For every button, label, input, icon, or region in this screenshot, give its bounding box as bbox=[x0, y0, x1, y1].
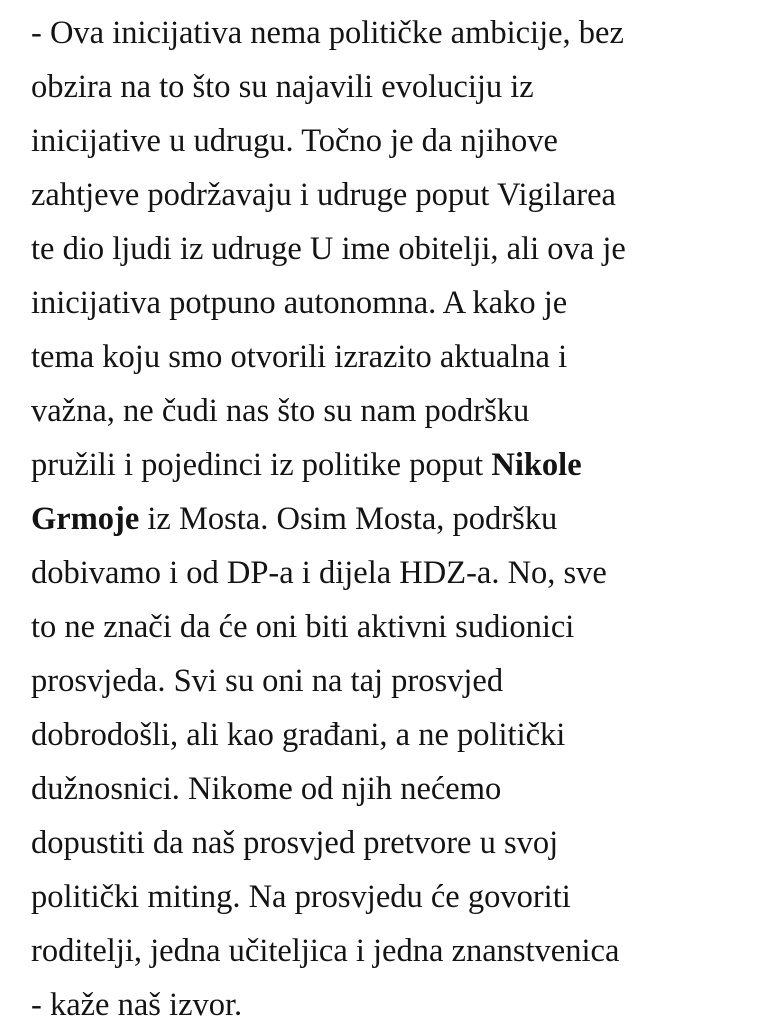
text-line bbox=[31, 60, 751, 114]
text-line bbox=[31, 276, 751, 330]
text-run: inicijative u udrugu. Točno je da njihove bbox=[31, 123, 558, 159]
text-line bbox=[31, 600, 751, 654]
text-run: inicijativa potpuno autonomna. A kako je bbox=[31, 285, 568, 321]
text-line bbox=[31, 222, 751, 276]
text-line bbox=[31, 924, 751, 978]
text-run: dobivamo i od DP-a i dijela HDZ-a. No, sve bbox=[31, 555, 607, 591]
text-run: dobrodošli, ali kao građani, a ne politički bbox=[31, 717, 566, 753]
text-run: pružili i pojedinci iz politike poput bbox=[31, 447, 492, 483]
text-run: dužnosnici. Nikome od njih nećemo bbox=[31, 771, 502, 807]
text-run: iz Mosta. Osim Mosta, podršku bbox=[139, 501, 558, 537]
bold-name: Grmoje bbox=[31, 501, 140, 537]
text-line bbox=[31, 384, 751, 438]
text-run: roditelji, jedna učiteljica i jedna znanstvenica bbox=[31, 933, 620, 969]
text-line bbox=[31, 870, 751, 924]
text-run: te dio ljudi iz udruge U ime obitelji, ali ova je bbox=[31, 231, 626, 267]
text-run: tema koju smo otvorili izrazito aktualna i bbox=[31, 339, 568, 375]
text-run: prosvjeda. Svi su oni na taj prosvjed bbox=[31, 663, 504, 699]
text-run: obzira na to što su najavili evoluciju iz bbox=[31, 69, 534, 105]
text-line bbox=[31, 762, 751, 816]
text-line bbox=[31, 708, 751, 762]
text-run: važna, ne čudi nas što su nam podršku bbox=[31, 393, 530, 429]
text-line bbox=[31, 168, 751, 222]
text-run: zahtjeve podržavaju i udruge poput Vigilarea bbox=[31, 177, 616, 213]
text-line bbox=[31, 492, 751, 546]
text-run: dopustiti da naš prosvjed pretvore u svoj bbox=[31, 825, 559, 861]
text-line bbox=[31, 816, 751, 870]
text-line bbox=[31, 6, 751, 60]
text-run: to ne znači da će oni biti aktivni sudionici bbox=[31, 609, 575, 645]
text-line bbox=[31, 114, 751, 168]
text-line bbox=[31, 654, 751, 708]
text-run: politički miting. Na prosvjedu će govoriti bbox=[31, 879, 571, 915]
text-line bbox=[31, 438, 751, 492]
text-run: - Ova inicijativa nema političke ambicije, bez bbox=[31, 15, 624, 51]
text-line bbox=[31, 978, 751, 1032]
text-line bbox=[31, 546, 751, 600]
text-line bbox=[31, 330, 751, 384]
text-run: - kaže naš izvor. bbox=[31, 987, 243, 1023]
article-paragraph bbox=[31, 6, 751, 1032]
bold-name: Nikole bbox=[491, 447, 582, 483]
